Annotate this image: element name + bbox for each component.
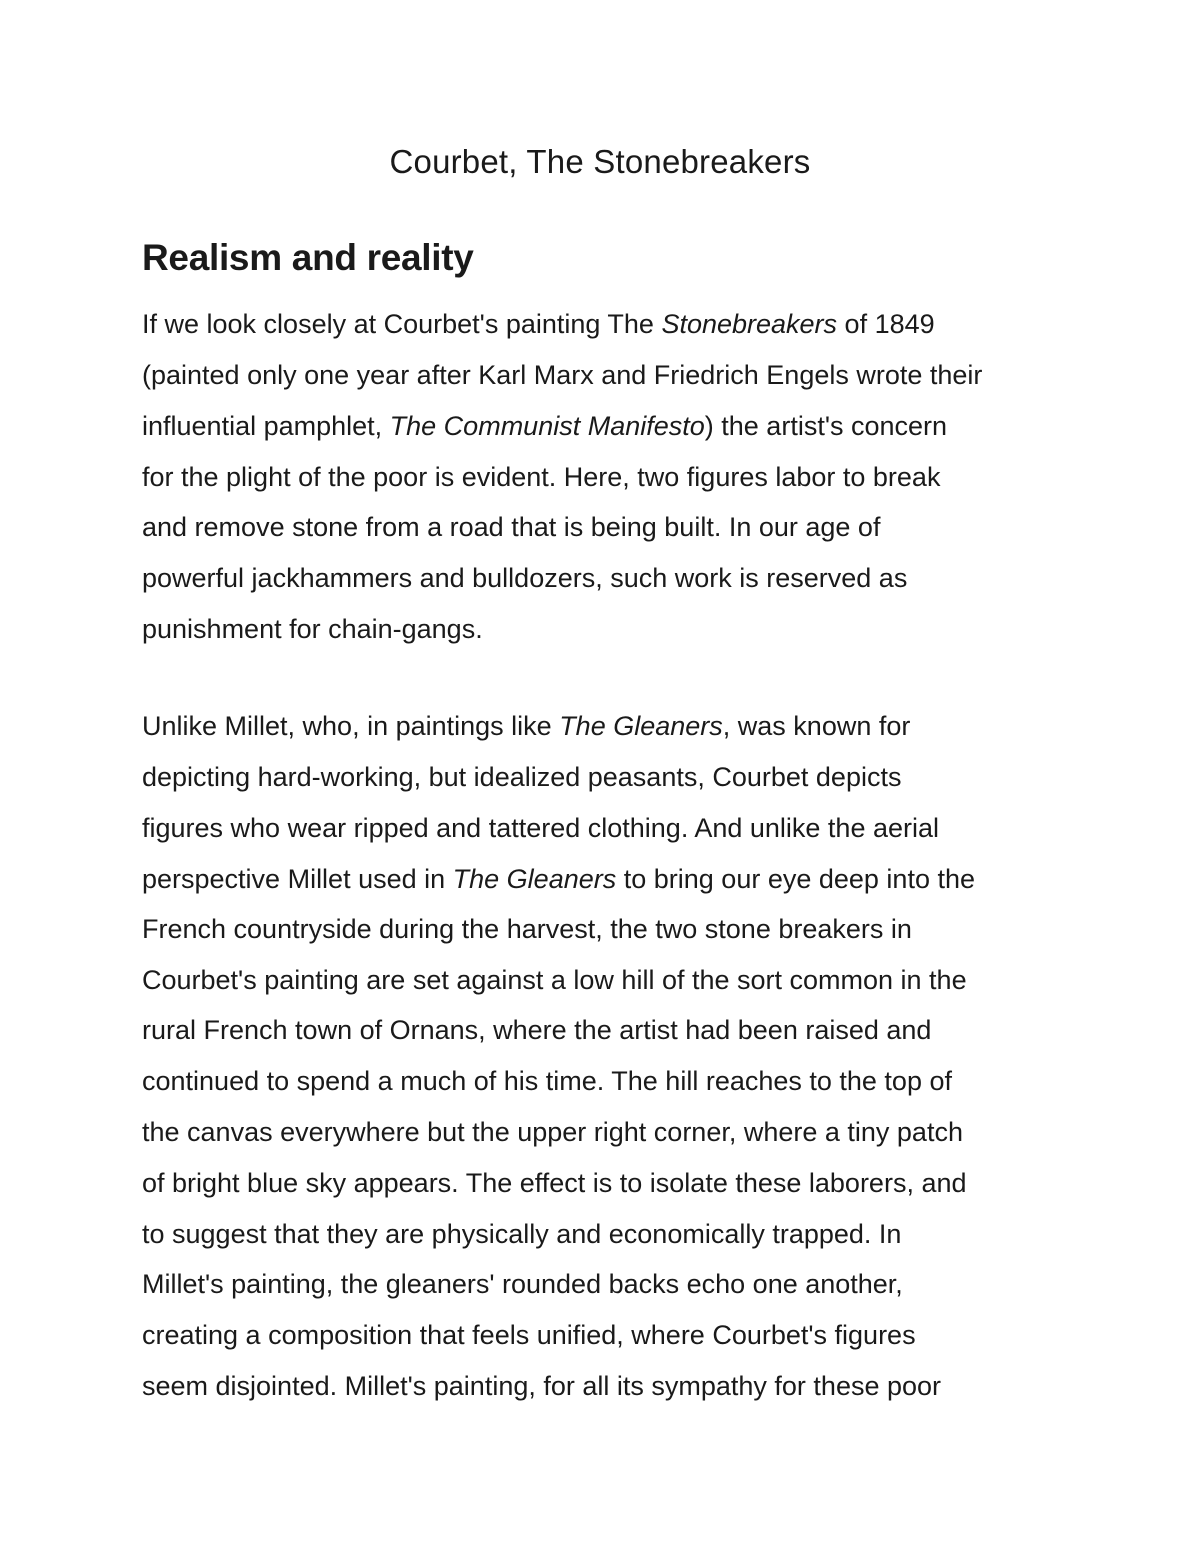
paragraph-2-line: perspective Millet used in The Gleaners to bring our eye deep into the	[142, 864, 976, 894]
paragraph-1-line: powerful jackhammers and bulldozers, such work is reserved as	[142, 563, 908, 593]
paragraph-1-line: (painted only one year after Karl Marx and Friedrich Engels wrote their	[142, 360, 983, 390]
paragraph-2-line: French countryside during the harvest, the two stone breakers in	[142, 914, 912, 944]
paragraph-2-line: of bright blue sky appears. The effect is to isolate these laborers, and	[142, 1168, 967, 1198]
paragraph-2-line: seem disjointed. Millet's painting, for all its sympathy for these poor	[142, 1371, 942, 1401]
paragraph-2-line: creating a composition that feels unified, where Courbet's figures	[142, 1320, 916, 1350]
paragraph-2-line: Unlike Millet, who, in paintings like The Gleaners, was known for	[142, 711, 911, 741]
paragraph-1-line: influential pamphlet, The Communist Manifesto) the artist's concern	[142, 411, 948, 441]
document-title: Courbet, The Stonebreakers	[389, 143, 811, 180]
paragraph-2-line: the canvas everywhere but the upper right corner, where a tiny patch	[142, 1117, 963, 1147]
paragraph-2-line: continued to spend a much of his time. The hill reaches to the top of	[142, 1066, 952, 1096]
paragraph-2-line: Millet's painting, the gleaners' rounded backs echo one another,	[142, 1269, 903, 1299]
paragraph-2-line: figures who wear ripped and tattered clothing. And unlike the aerial	[142, 813, 940, 843]
paragraph-2-line: depicting hard-working, but idealized peasants, Courbet depicts	[142, 762, 902, 792]
paragraph-1-line: If we look closely at Courbet's painting The Stonebreakers of 1849	[142, 309, 935, 339]
paragraph-2-line: Courbet's painting are set against a low hill of the sort common in the	[142, 965, 967, 995]
paragraph-1-line: for the plight of the poor is evident. Here, two figures labor to break	[142, 462, 941, 492]
paragraph-2-line: to suggest that they are physically and economically trapped. In	[142, 1219, 902, 1249]
paragraph-2-line: rural French town of Ornans, where the artist had been raised and	[142, 1015, 932, 1045]
paragraph-1-line: punishment for chain-gangs.	[142, 614, 483, 644]
paragraph-1-line: and remove stone from a road that is being built. In our age of	[142, 512, 881, 542]
section-heading: Realism and reality	[142, 237, 474, 278]
